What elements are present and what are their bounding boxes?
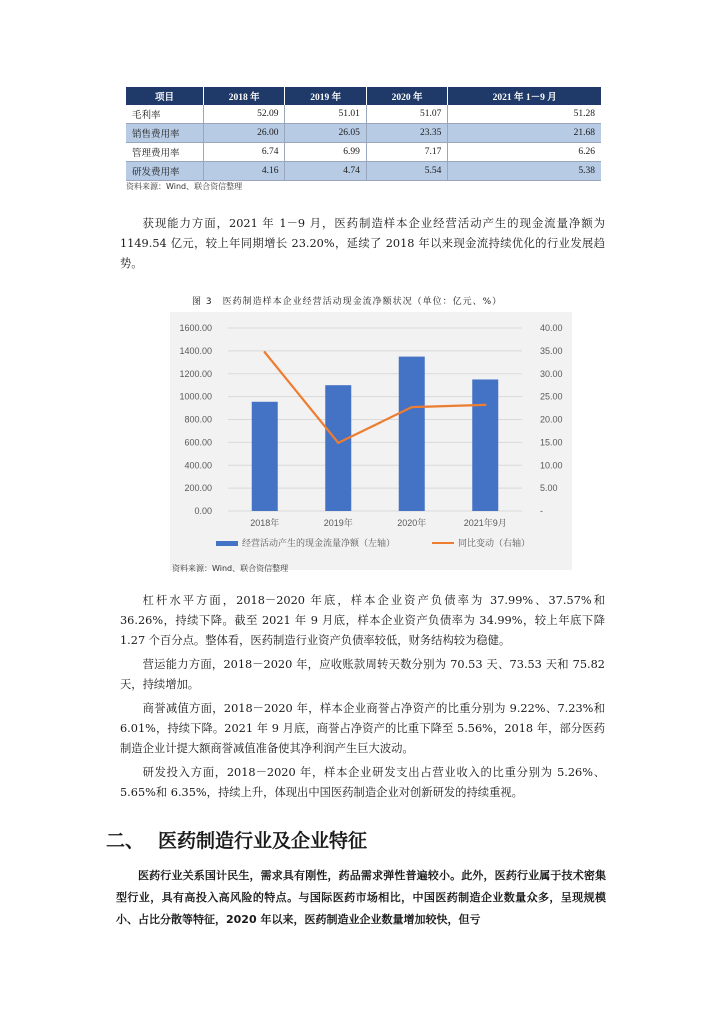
table-cell: 21.68 xyxy=(448,124,601,143)
table-source-note: 资料来源：Wind、联合资信整理 xyxy=(126,182,243,191)
table-header-cell: 2020 年 xyxy=(366,87,447,105)
x-axis-tick-label: 2018年 xyxy=(250,518,280,528)
paragraph-text: 获现能力方面，2021 年 1－9 月，医药制造样本企业经营活动产生的现金流量净额为 1149.54 亿元，较上年同期增长 23.20%，延续了 2018 年以来现金流持续优化的行业发展趋势。 xyxy=(120,217,605,270)
section-heading xyxy=(106,826,367,853)
table-cell: 26.05 xyxy=(285,124,366,143)
table-header-cell: 2021 年 1－9 月 xyxy=(448,87,601,105)
line-point xyxy=(264,351,266,353)
left-axis-tick-label: 200.00 xyxy=(184,483,212,494)
x-axis-tick-label: 2020年 xyxy=(397,518,427,528)
body-paragraphs xyxy=(120,591,605,807)
table-row xyxy=(126,143,601,162)
left-axis-tick-label: 0.00 xyxy=(194,506,212,516)
right-axis-tick-label: 15.00 xyxy=(540,437,563,448)
financial-ratio-table xyxy=(126,87,601,181)
line-series xyxy=(265,352,486,443)
right-axis-tick-label: 35.00 xyxy=(540,345,563,356)
x-axis-tick-label: 2019年 xyxy=(323,518,353,528)
left-axis-tick-label: 1600.00 xyxy=(179,323,212,333)
legend-label: 经营活动产生的现金流量净额（左轴） xyxy=(242,539,396,549)
table-cell: 4.16 xyxy=(204,162,285,181)
table-cell: 6.74 xyxy=(204,143,285,162)
bar xyxy=(325,385,351,511)
table-cell: 研发费用率 xyxy=(126,162,204,181)
figure-source-note: 资料来源：Wind、联合资信整理 xyxy=(172,564,289,573)
table-header-row xyxy=(126,87,601,105)
section-title: 医药制造行业及企业特征 xyxy=(158,830,368,852)
table-cell: 23.35 xyxy=(366,124,447,143)
paragraph-goodwill: 商誉减值方面，2018－2020 年，样本企业商誉占净资产的比重分别为 9.22%、7.23%和 6.01%，持续下降。2021 年 9 月底，商誉占净资产的比重下降至 5.56%，2018 年，部分医药制造企业计提大额商誉减值准备使其净利润产生巨大波动。 xyxy=(120,702,605,755)
bar xyxy=(252,402,278,511)
left-axis-tick-label: 1000.00 xyxy=(179,391,212,402)
legend-label: 同比变动（右轴） xyxy=(458,539,531,549)
right-axis-tick-label: 40.00 xyxy=(540,323,563,333)
left-axis-tick-label: 1400.00 xyxy=(179,345,212,356)
table-row xyxy=(126,162,601,181)
figure-title: 图 3 医药制造样本企业经营活动现金流净额状况（单位：亿元、%） xyxy=(192,297,503,307)
paragraph-rnd: 研发投入方面，2018－2020 年，样本企业研发支出占营业收入的比重分别为 5.26%、5.65%和 6.35%，持续上升，体现出中国医药制造企业对创新研发的持续重视。 xyxy=(120,766,605,799)
right-axis-tick-label: 30.00 xyxy=(540,368,563,379)
left-axis-tick-label: 400.00 xyxy=(184,460,212,471)
cashflow-chart xyxy=(170,312,572,570)
left-axis-tick-label: 1200.00 xyxy=(179,368,212,379)
table-cell: 51.01 xyxy=(285,105,366,124)
right-axis-tick-label: - xyxy=(540,506,543,516)
line-point xyxy=(337,442,339,444)
table-row xyxy=(126,105,601,124)
line-point xyxy=(411,406,413,408)
x-axis-tick-label: 2021年9月 xyxy=(463,518,507,528)
table-header-cell: 2018 年 xyxy=(204,87,285,105)
table-cell: 5.38 xyxy=(448,162,601,181)
table-cell: 51.07 xyxy=(366,105,447,124)
legend-swatch-bar xyxy=(216,541,238,546)
bar xyxy=(472,379,498,511)
chart-canvas xyxy=(170,312,572,570)
right-axis-tick-label: 10.00 xyxy=(540,460,563,471)
table-row xyxy=(126,124,601,143)
table-cell: 毛利率 xyxy=(126,105,204,124)
table-cell: 5.54 xyxy=(366,162,447,181)
paragraph-leverage: 杠杆水平方面，2018－2020 年底，样本企业资产负债率为 37.99%、37.57%和 36.26%，持续下降。截至 2021 年 9 月底，样本企业资产负债率为 34.99%，较上年底下降 1.27 个百分点。整体看，医药制造行业资产负债率较低，财务结构较为稳健。 xyxy=(120,594,605,647)
right-axis-tick-label: 20.00 xyxy=(540,414,563,425)
table-header-cell: 2019 年 xyxy=(285,87,366,105)
paragraph-text: 医药行业关系国计民生，需求具有刚性，药品需求弹性普遍较小。此外，医药行业属于技术密集型行业，具有高投入高风险的特点。与国际医药市场相比，中国医药制造企业数量众多，呈现规模小、占比分散等特征，2020 年以来，医药制造业企业数量增加较快，但亏 xyxy=(116,869,606,926)
table-cell: 销售费用率 xyxy=(126,124,204,143)
section-number: 二、 xyxy=(106,830,145,852)
table-cell: 6.99 xyxy=(285,143,366,162)
table-header-cell: 项目 xyxy=(126,87,204,105)
table-cell: 26.00 xyxy=(204,124,285,143)
table-cell: 4.74 xyxy=(285,162,366,181)
table-cell: 管理费用率 xyxy=(126,143,204,162)
table-cell: 51.28 xyxy=(448,105,601,124)
bar xyxy=(399,357,425,511)
right-axis-tick-label: 25.00 xyxy=(540,391,563,402)
body-paragraph-cashflow xyxy=(120,214,605,274)
table-cell: 52.09 xyxy=(204,105,285,124)
paragraph-operations: 营运能力方面，2018－2020 年，应收账款周转天数分别为 70.53 天、73.53 天和 75.82 天，持续增加。 xyxy=(120,658,605,691)
left-axis-tick-label: 800.00 xyxy=(184,414,212,425)
table-cell: 7.17 xyxy=(366,143,447,162)
table-cell: 6.26 xyxy=(448,143,601,162)
line-point xyxy=(484,404,486,406)
right-axis-tick-label: 5.00 xyxy=(540,483,558,494)
left-axis-tick-label: 600.00 xyxy=(184,437,212,448)
bold-paragraph xyxy=(116,865,606,931)
